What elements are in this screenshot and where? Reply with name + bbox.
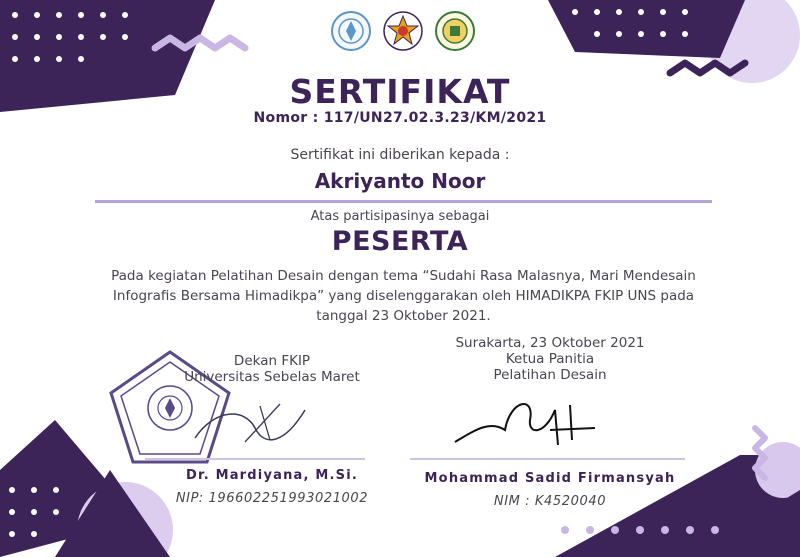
right-signatory-header [395,335,705,383]
role-intro-text: Atas partisipasinya sebagai [310,209,490,224]
right-signatory-name: Mohammad Sadid Firmansyah [424,471,676,486]
certificate-title: SERTIFIKAT [289,72,511,111]
faculty-seal-icon [434,10,476,52]
signatory-title-line: Universitas Sebelas Maret [184,369,360,385]
recipient-name: Akriyanto Noor [314,169,486,193]
himadikpa-star-logo-icon [382,10,424,52]
left-signatory-name-block [127,468,417,483]
participant-role: PESERTA [331,226,469,257]
place-date: Surakarta, 23 Oktober 2021 [455,335,645,351]
right-signature [450,390,600,450]
left-signature [185,398,315,448]
name-underline [95,200,712,203]
description-line: Infografis Bersama Himadikpa” yang diselenggarakan oleh HIMADIKPA FKIP UNS pada [112,288,695,304]
event-description [95,266,712,326]
left-signatory-title [127,353,417,385]
right-signatory-id-block [395,494,705,509]
signatory-title-line: Pelatihan Desain [493,367,607,383]
certificate-number: Nomor : 117/UN27.02.3.23/KM/2021 [253,110,547,126]
description-line: Pada kegiatan Pelatihan Desain dengan tema “Sudahi Rasa Malasnya, Mari Mendesain [111,268,696,284]
description-line: tanggal 23 Oktober 2021. [316,308,491,324]
right-signatory-id: NIM : K4520040 [493,494,607,509]
left-signatory-id: NIP: 196602251993021002 [175,491,369,506]
university-seal-icon [330,10,372,52]
signatory-title-line: Ketua Panitia [505,351,595,367]
right-signature-line [410,458,685,460]
right-signatory-name-block [395,471,705,486]
left-signatory-name: Dr. Mardiyana, M.Si. [185,468,359,483]
signatory-title-line: Dekan FKIP [233,353,311,369]
left-signature-line [145,458,365,460]
intro-text: Sertifikat ini diberikan kepada : [290,147,510,163]
left-signatory-id-block [127,491,417,506]
